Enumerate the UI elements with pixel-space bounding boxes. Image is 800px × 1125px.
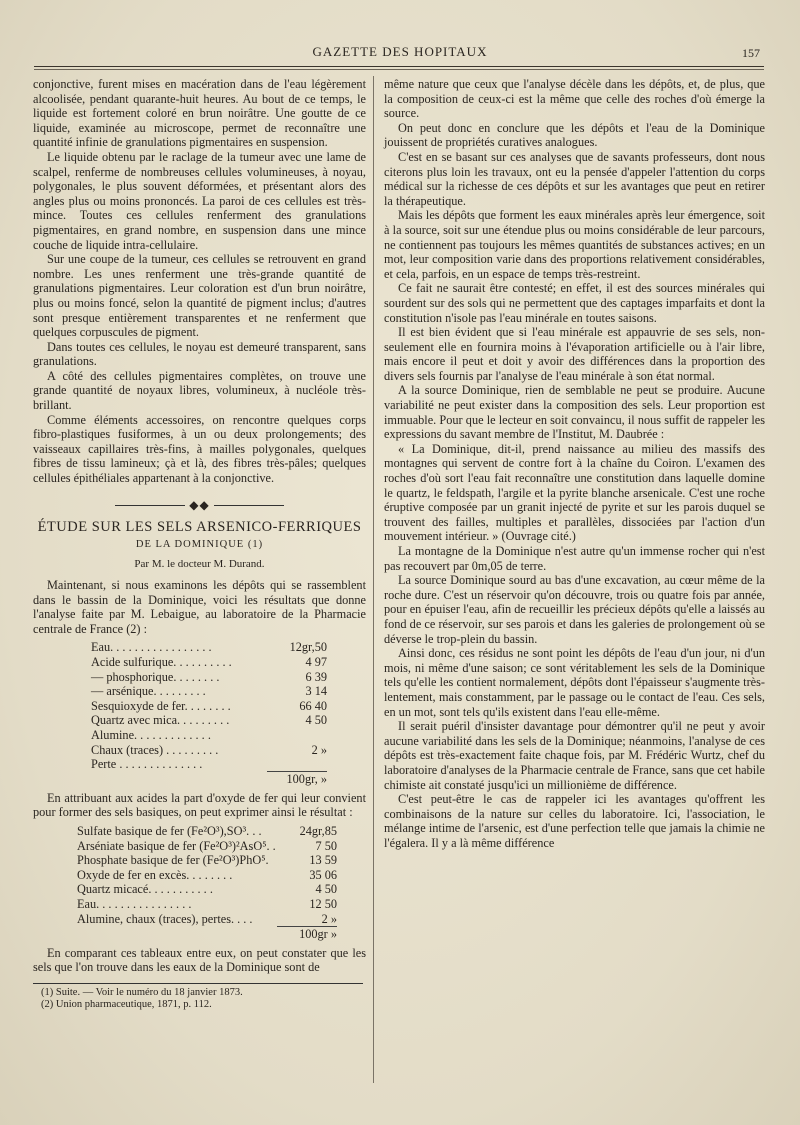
- paragraph: Mais les dépôts que forment les eaux minérales après leur émergence, soit à la source, soit sur une étendue plus ou moins considérable de leur parcours, ne contiennent pas toujours les mêmes quantités de substances actives; en un mot, leur composition varie dans des proportions relativement considérables, et cela, parfois, en un espace de temps très-restreint.: [384, 208, 765, 281]
- paragraph: A la source Dominique, rien de semblable ne peut se produire. Aucune variabilité ne peut exister dans la composition des sels. Leur proportion est immuable. Pour que le lecteur en soit convaincu, il nous suffit de rappeler les expressions du savant membre de l'Institut, M. Daubrée :: [384, 383, 765, 442]
- table-row: [77, 824, 337, 839]
- table-row: [91, 670, 327, 685]
- table-label: Acide sulfurique. . . . . . . . . .: [91, 654, 232, 669]
- paragraph: Le liquide obtenu par le raclage de la tumeur avec une lame de scalpel, renferme de nombreuses cellules volumineuses, à noyau, polygonales, le plus souvent déformées, et présentant alors des angles plus ou moins prononcés. La paroi de ces cellules est très-mince. Toutes ces cellules renferment des granulations pigmentaires, en grand nombre, en suspension dans une mince couche de liquide intra-cellulaire.: [33, 149, 366, 252]
- table-row: [77, 912, 337, 927]
- table-row: [77, 882, 337, 897]
- paragraph: Ainsi donc, ces résidus ne sont point les dépôts de l'eau d'un jour, ni d'un mois, ni même d'une saison; ce sont véritablement les sels de la Dominique tels qu'elle les contient normalement, dépôts dont l'épaisseur s'augmente très-lentement, mais constamment, par le passage ou le contact de l'eau. Ces sels, en un mot, sont tels qu'ils existent dans l'eau elle-même.: [384, 646, 765, 719]
- table-value: 24gr,85: [299, 824, 337, 838]
- table-row: [77, 868, 337, 883]
- table-row: [91, 655, 327, 670]
- paragraph: Ce fait ne saurait être contesté; en effet, il est des sources minérales qui sourdent sur des sols qui ne permettent que des captages imparfaits et dont la constitution n'isole pas l'eau minérale en toutes saisons.: [384, 281, 765, 325]
- table-value: 12gr,50: [289, 640, 327, 655]
- footnote: (2) Union pharmaceutique, 1871, p. 112.: [41, 999, 212, 1011]
- table-row: [91, 699, 327, 714]
- table-value: 3 14: [305, 684, 327, 699]
- table-value: 66 40: [299, 698, 327, 713]
- table-label: Sulfate basique de fer (Fe²O³),SO³. . .: [77, 824, 262, 838]
- table-row: [77, 839, 337, 854]
- table-value: [267, 757, 327, 772]
- table-total-row: [91, 772, 327, 787]
- journal-title: GAZETTE DES HOPITAUX: [312, 44, 488, 59]
- table-value: [267, 728, 327, 743]
- table-label: Arséniate basique de fer (Fe²O³)²AsO⁵. .: [77, 838, 276, 853]
- paragraph: « La Dominique, dit-il, prend naissance au milieu des massifs des montagnes qui servent de contre fort à la chaîne du Coiron. L'examen des roches d'où sort l'eau fait reconnaître une constitution dans laquelle domine le quartz, le feldspath, l'argile et la pyrite blanche arsenicale. C'est une roche éruptive composée par un granit injecté de pyrite et sur les parois duquel se trouvent des failles, multiples et parallèles, dissociées par l'action d'un mouvement intérieur. » (Ouvrage cité.): [384, 441, 765, 544]
- paragraph: On peut donc en conclure que les dépôts et l'eau de la Dominique jouissent de propriétés curatives analogues.: [384, 120, 765, 150]
- column-divider: [373, 76, 374, 1083]
- paragraph: A côté des cellules pigmentaires complètes, on trouve une grande quantité de noyaux libres, volumineux, à nucléole très-brillant.: [33, 368, 366, 413]
- table-value: 2 »: [321, 911, 337, 926]
- paragraph: La source Dominique sourd au bas d'une excavation, au cœur même de la roche dure. C'est un réservoir qu'on découvre, trois ou quatre fois par année, pour en épuiser l'eau, afin de recueillir les précieux dépôts qu'elle a laissés au fond de ce réservoir, sur ses parois et dans les galeries de prolongement où se déverse le trop-plein du bassin.: [384, 573, 765, 646]
- paragraph: En comparant ces tableaux entre eux, on peut constater que les sels que l'on trouve dans les eaux de la Dominique sont de: [33, 945, 366, 975]
- table-label: Eau. . . . . . . . . . . . . . . .: [77, 896, 192, 911]
- table-value: 4 97: [305, 654, 327, 669]
- paragraph: Il est bien évident que si l'eau minérale est appauvrie de ses sels, non-seulement elle en fournira moins à l'évaporation artificielle ou à l'air libre, mais encore il peut et doit y avoir des différences dans la proportion des divers sels fournis par l'analyse de l'eau minérale à son état normal.: [384, 325, 765, 383]
- paragraph: Il serait puéril d'insister davantage pour démontrer qu'il ne peut y avoir aucune variabilité dans les sels de la Dominique; néanmoins, l'analyse de ces dépôts est très-exactement faite chaque fois, par M. Frédéric Wurtz, chef du laboratoire d'analyses de la Pharmacie centrale de France, sans que cet habile chimiste ait constaté jusqu'ici un millionième de différence.: [384, 719, 765, 792]
- table-value: 35 06: [309, 867, 337, 882]
- paragraph: En attribuant aux acides la part d'oxyde de fer qui leur convient pour former des sels basiques, on peut exprimer ainsi le résultat :: [33, 790, 366, 820]
- left-column: [33, 77, 366, 1012]
- table-total: 100gr, »: [267, 772, 327, 787]
- table-row: [91, 757, 327, 772]
- table-value: 13 59: [309, 853, 337, 868]
- table-total-row: [77, 927, 337, 942]
- paragraph: Dans toutes ces cellules, le noyau est demeuré transparent, sans granulations.: [33, 339, 366, 369]
- table-value: 4 50: [305, 713, 327, 728]
- table-value: 2 »: [311, 742, 327, 757]
- paragraph: La montagne de la Dominique n'est autre qu'un immense rocher qui n'est pas recouvert par 0m,05 de terre.: [384, 544, 765, 573]
- paragraph: C'est en se basant sur ces analyses que de savants professeurs, dont nous citerons plus loin les travaux, ont eu la pensée d'appeler l'attention du corps médical sur la richesse de ces dépôts et sur les avantages que peut en retirer la thérapeutique.: [384, 149, 765, 208]
- article-title: ÉTUDE SUR LES SELS ARSENICO-FERRIQUES: [37, 519, 362, 536]
- table-label: — arsénique. . . . . . . . .: [91, 684, 206, 699]
- table-row: [91, 640, 327, 655]
- table-value: 4 50: [315, 882, 337, 897]
- table-label: Eau. . . . . . . . . . . . . . . . .: [91, 640, 212, 655]
- table-row: [91, 713, 327, 728]
- table-label: Phosphate basique de fer (Fe²O³)PhO⁵.: [77, 853, 269, 868]
- paragraph: C'est peut-être le cas de rappeler ici les avantages qu'offrent les combinaisons de la nature sur celles du laboratoire. Ici, l'association, le mélange intime de l'arsenic, est d'une perfection telle que jamais la chimie ne l'égalera. Il y a là même différence: [384, 792, 765, 850]
- article-subtitle: DE LA DOMINIQUE (1): [135, 538, 264, 550]
- paragraph: conjonctive, furent mises en macération dans de l'eau légèrement alcoolisée, pendant quarante-huit heures. Au bout de ce temps, le liquide est fortement coloré en brun noirâtre. Une goutte de ce liquide, examinée au microscope, permet de reconnaître une quantité infinie de granulations pigmentaires en suspension.: [33, 77, 366, 150]
- table-label: Chaux (traces) . . . . . . . . .: [91, 742, 219, 757]
- paragraph: même nature que ceux que l'analyse décèle dans les dépôts, et, de plus, que la composition de ceux-ci est la même que celle des roches d'où émerge la source.: [384, 77, 765, 121]
- paragraph: Comme éléments accessoires, on rencontre quelques corps fibro-plastiques fusiformes, à un ou deux prolongements; des vaisseaux capillaires très-fins, à mailles polygonales, quelques fibres de tissu lamineux; çà et là, des fibres très-pâles; quelques cellules épithéliales appartenant à la conjonctive.: [33, 412, 366, 486]
- table-row: [77, 897, 337, 912]
- table-row: [91, 684, 327, 699]
- table-label: Oxyde de fer en excès. . . . . . . .: [77, 867, 233, 882]
- header-rule: [34, 66, 764, 67]
- table-label: Quartz micacé. . . . . . . . . . .: [77, 882, 213, 897]
- header-rule-secondary: [34, 69, 764, 70]
- right-column: [384, 77, 765, 850]
- table-label: Sesquioxyde de fer. . . . . . . .: [91, 698, 231, 713]
- table-total: 100gr »: [277, 927, 337, 942]
- table-value: 12 50: [309, 896, 337, 911]
- article-author: Par M. le docteur M. Durand.: [134, 558, 265, 571]
- table-row: [91, 728, 327, 743]
- table-label: Alumine. . . . . . . . . . . . .: [91, 727, 211, 742]
- table-value: 6 39: [305, 669, 327, 684]
- footnote: (1) Suite. — Voir le numéro du 18 janvier 1873.: [41, 986, 243, 998]
- table-value: 7 50: [315, 838, 337, 853]
- paragraph: Sur une coupe de la tumeur, ces cellules se retrouvent en grand nombre. Les unes renferment une très-grande quantité de granulations pigmentaires. Leur coloration est d'un brun noirâtre, plus ou moins foncé, selon la quantité de pigment inclus; d'autres sont presque entièrement transparentes et ne renferment que quelques corpuscules de pigment.: [33, 252, 366, 340]
- table-row: [91, 743, 327, 758]
- section-ornament: ◆◆: [33, 498, 366, 513]
- footnote-rule: [33, 983, 363, 984]
- table-label: — phosphorique. . . . . . . .: [91, 669, 220, 684]
- table-row: [77, 853, 337, 868]
- page-number: 157: [742, 46, 760, 60]
- table-label: Quartz avec mica. . . . . . . . .: [91, 713, 230, 728]
- salts-table: [77, 824, 337, 942]
- page-header: [0, 44, 800, 64]
- analysis-table: [91, 640, 327, 786]
- table-label: Perte . . . . . . . . . . . . . .: [91, 757, 203, 772]
- paragraph: Maintenant, si nous examinons les dépôts qui se rassemblent dans le bassin de la Dominique, voici les résultats que donne l'analyse faite par M. Lebaigue, au laboratoire de la Pharmacie centrale de France (2) :: [33, 578, 366, 636]
- table-label: Alumine, chaux (traces), pertes. . . .: [77, 911, 253, 926]
